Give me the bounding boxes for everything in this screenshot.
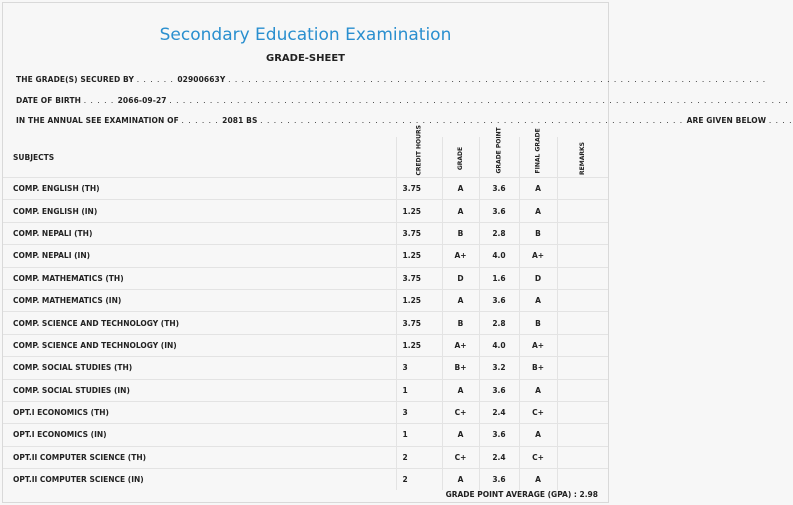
final-cell: D	[519, 267, 557, 289]
credit-cell: 3	[396, 401, 442, 423]
credit-cell: 3	[396, 357, 442, 379]
gpa-value: 2.98	[579, 490, 598, 499]
dob-label: DATE OF BIRTH	[16, 96, 82, 105]
grades-body	[3, 178, 608, 491]
remarks-cell	[557, 200, 608, 222]
subject-cell: COMP. SCIENCE AND TECHNOLOGY (TH)	[3, 312, 396, 334]
table-row	[3, 357, 608, 379]
grade-cell: A+	[442, 334, 479, 356]
final-cell: A	[519, 469, 557, 491]
sheet-subtitle: GRADE-SHEET	[266, 53, 345, 64]
point-cell: 2.8	[479, 222, 519, 244]
point-cell: 1.6	[479, 267, 519, 289]
point-cell: 4.0	[479, 245, 519, 267]
grade-header: GRADE	[442, 137, 479, 178]
point-cell: 2.8	[479, 312, 519, 334]
grade-cell: B	[442, 312, 479, 334]
symbol-number: 02900663Y	[177, 75, 226, 84]
remarks-cell	[557, 446, 608, 468]
subject-cell: OPT.II COMPUTER SCIENCE (TH)	[3, 446, 396, 468]
final-cell: A	[519, 379, 557, 401]
final-cell: B	[519, 222, 557, 244]
credit-cell: 1	[396, 379, 442, 401]
credit-cell: 2	[396, 446, 442, 468]
subject-cell: COMP. NEPALI (TH)	[3, 222, 396, 244]
remarks-cell	[557, 222, 608, 244]
credit-cell: 1.25	[396, 289, 442, 311]
dob-line: DATE OF BIRTH . . . . . 2066-09-27 . . . . . . . . . . . . . . . . . . . . . . . . . . . . . . . . . . . . . . . . . . . . . . . . . . . . . . . . . . . . . . . . . . . . . . . . . . . . . . . . . . . . . . . . . . . .	[16, 96, 789, 105]
subject-cell: OPT.I ECONOMICS (TH)	[3, 401, 396, 423]
credit-cell: 1.25	[396, 200, 442, 222]
remarks-cell	[557, 401, 608, 423]
credit-hours-header: CREDIT HOURS	[396, 137, 442, 178]
point-cell: 3.6	[479, 379, 519, 401]
subjects-header: SUBJECTS	[13, 152, 55, 162]
grades-table	[3, 124, 608, 490]
remarks-cell	[557, 267, 608, 289]
point-cell: 2.4	[479, 401, 519, 423]
remarks-cell	[557, 178, 608, 200]
point-cell: 3.2	[479, 357, 519, 379]
remarks-cell	[557, 334, 608, 356]
subject-cell: COMP. ENGLISH (IN)	[3, 200, 396, 222]
remarks-cell	[557, 289, 608, 311]
grade-cell: B+	[442, 357, 479, 379]
table-row	[3, 289, 608, 311]
subject-cell: COMP. ENGLISH (TH)	[3, 178, 396, 200]
point-cell: 4.0	[479, 334, 519, 356]
subject-cell: COMP. SOCIAL STUDIES (TH)	[3, 357, 396, 379]
table-row	[3, 469, 608, 491]
table-header-row	[3, 137, 608, 178]
table-row	[3, 245, 608, 267]
credit-cell: 3.75	[396, 222, 442, 244]
point-cell: 3.6	[479, 178, 519, 200]
grade-cell: C+	[442, 401, 479, 423]
remarks-cell	[557, 357, 608, 379]
exam-year: 2081 BS	[222, 116, 258, 125]
final-cell: A	[519, 200, 557, 222]
grade-cell: C+	[442, 446, 479, 468]
gpa-line	[446, 490, 598, 499]
final-cell: B	[519, 312, 557, 334]
point-cell: 3.6	[479, 289, 519, 311]
remarks-header: REMARKS	[557, 137, 608, 178]
final-cell: A+	[519, 245, 557, 267]
final-grade-header: FINAL GRADE	[519, 137, 557, 178]
final-cell: A	[519, 178, 557, 200]
final-cell: B+	[519, 357, 557, 379]
remarks-cell	[557, 312, 608, 334]
table-row	[3, 222, 608, 244]
grade-cell: A	[442, 379, 479, 401]
grade-cell: D	[442, 267, 479, 289]
grade-cell: B	[442, 222, 479, 244]
point-cell: 3.6	[479, 469, 519, 491]
remarks-cell	[557, 245, 608, 267]
grade-sheet	[2, 2, 793, 503]
final-cell: A+	[519, 334, 557, 356]
credit-cell: 2	[396, 469, 442, 491]
point-cell: 3.6	[479, 424, 519, 446]
credit-cell: 1.25	[396, 245, 442, 267]
final-cell: C+	[519, 446, 557, 468]
final-cell: A	[519, 424, 557, 446]
table-row	[3, 312, 608, 334]
credit-cell: 3.75	[396, 312, 442, 334]
point-cell: 3.6	[479, 200, 519, 222]
table-row	[3, 424, 608, 446]
remarks-cell	[557, 424, 608, 446]
grade-point-header: GRADE POINT	[479, 137, 519, 178]
grade-secured-label: THE GRADE(S) SECURED BY	[16, 75, 134, 84]
grade-cell: A	[442, 469, 479, 491]
credit-cell: 3.75	[396, 178, 442, 200]
given-below-label: ARE GIVEN BELOW	[686, 116, 767, 125]
subject-cell: OPT.II COMPUTER SCIENCE (IN)	[3, 469, 396, 491]
table-row	[3, 379, 608, 401]
grade-cell: A+	[442, 245, 479, 267]
table-row	[3, 401, 608, 423]
point-cell: 2.4	[479, 446, 519, 468]
subject-cell: COMP. SOCIAL STUDIES (IN)	[3, 379, 396, 401]
grade-secured-line: THE GRADE(S) SECURED BY . . . . . . 02900663Y . . . . . . . . . . . . . . . . . . . . . . . . . . . . . . . . . . . . . . . . . . . . . . . . . . . . . . . . . . . . . . . . . . . . . . . . . . . . . . . .	[16, 75, 767, 84]
remarks-cell	[557, 469, 608, 491]
exam-label: IN THE ANNUAL SEE EXAMINATION OF	[16, 116, 179, 125]
grade-cell: A	[442, 178, 479, 200]
final-cell: A	[519, 289, 557, 311]
table-row	[3, 267, 608, 289]
table-row	[3, 334, 608, 356]
final-cell: C+	[519, 401, 557, 423]
grade-cell: A	[442, 424, 479, 446]
subject-cell: COMP. MATHEMATICS (TH)	[3, 267, 396, 289]
credit-cell: 1.25	[396, 334, 442, 356]
exam-line: IN THE ANNUAL SEE EXAMINATION OF . . . . . . 2081 BS . . . . . . . . . . . . . . . . . . . . . . . . . . . . . . . . . . . . . . . . . . . . . . . . . . . . . . . . . . . . . . . ARE GIVEN BELOW . . . .	[16, 116, 793, 125]
gpa-label: GRADE POINT AVERAGE (GPA) :	[445, 490, 577, 499]
table-row	[3, 200, 608, 222]
remarks-cell	[557, 379, 608, 401]
subject-cell: COMP. SCIENCE AND TECHNOLOGY (IN)	[3, 334, 396, 356]
table-row	[3, 446, 608, 468]
exam-title: Secondary Education Examination	[159, 25, 452, 45]
grade-cell: A	[442, 289, 479, 311]
subject-cell: OPT.I ECONOMICS (IN)	[3, 424, 396, 446]
subject-cell: COMP. NEPALI (IN)	[3, 245, 396, 267]
grade-cell: A	[442, 200, 479, 222]
dob-value: 2066-09-27	[117, 96, 167, 105]
subject-cell: COMP. MATHEMATICS (IN)	[3, 289, 396, 311]
credit-cell: 1	[396, 424, 442, 446]
credit-cell: 3.75	[396, 267, 442, 289]
table-row	[3, 178, 608, 200]
